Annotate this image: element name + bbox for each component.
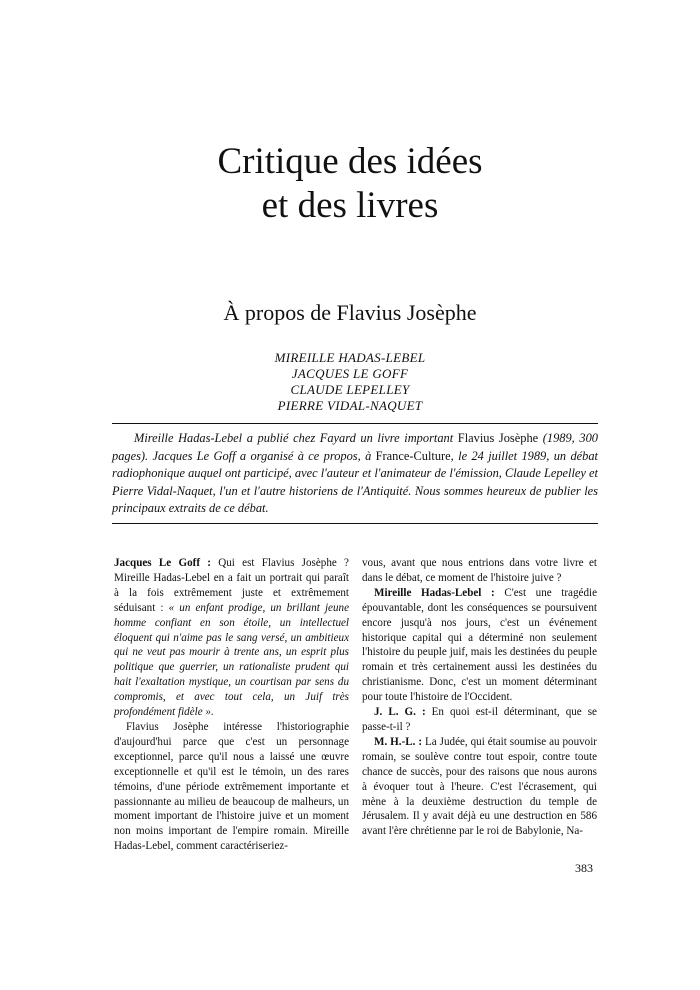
paragraph-text: Flavius Josèphe intéresse l'historiographie d'aujourd'hui parce que c'est un personnage exceptionnel, parce qu'il nous a laissé une œuvre exceptionnelle et qu'il est le témoin, un des rares témoins, d'une période extrêmement importante et passionnante au milieu de beaucoup de malheurs, un moment important de l'histoire juive et un moment non moins important de l'empire romain. Mireille Hadas-Lebel, comment caractériseriez- <box>114 720 349 853</box>
paragraph <box>362 586 597 705</box>
paragraph-text: vous, avant que nous entrions dans votre livre et dans le débat, ce moment de l'histoire juive ? <box>362 557 597 584</box>
section-title-line-1: Critique des idées <box>217 141 483 182</box>
section-title-line-2: et des livres <box>261 185 439 226</box>
right-column <box>362 556 597 839</box>
left-column <box>114 556 349 854</box>
abstract-text: , le 24 juillet 1989, un débat radiophonique auquel ont participé, avec l'auteur et l'animateur de l'émission, Claude Lepelley et Pierre Vidal-Naquet, l'un et l'autre historiens de l'Antiquité. Nous sommes heureux de publier les principaux extraits de ce débat. <box>112 448 598 515</box>
paragraph-text: C'est une tragédie épouvantable, dont les conséquences se poursuivent encore jusqu'à nos jours, c'est un événement historique capital qui a déterminé non seulement l'histoire du peuple juif, mais les destinées du peuple romain et très certainement aussi les destinées du christianisme. Donc, c'est un moment déterminant pour toute l'histoire de l'Occident. <box>362 586 597 704</box>
book-title: Flavius Josèphe <box>457 431 539 445</box>
abstract-paragraph <box>112 430 598 518</box>
paragraph-text: Qui est Flavius Josèphe ? Mireille Hadas-Lebel en a fait un portrait qui paraît à la fois extrêmement juste et extrêmement séduisant : <box>114 557 349 614</box>
paragraph-text: En quoi est-il déterminant, que se passe-t-il ? <box>362 706 597 733</box>
speaker-name: J. L. G. : <box>374 706 426 719</box>
paragraph <box>362 705 597 735</box>
paragraph <box>362 735 597 839</box>
speaker-name: M. H.-L. : <box>374 735 423 748</box>
paragraph <box>362 556 597 586</box>
abstract-text: (1989, 300 pages). Jacques Le Goff a organisé à ce propos, à <box>112 431 598 463</box>
abstract-text: Mireille Hadas-Lebel a publié chez Fayard un livre important <box>134 431 458 445</box>
speaker-name: Mireille Hadas-Lebel : <box>374 586 495 599</box>
quotation: « un enfant prodige, un brillant jeune homme confiant en son étoile, un intellectuel éloquent qui n'aime pas le sang versé, un ambitieux qui ne veut pas mourir à trente ans, un esprit plus politique que guerrier, un rationaliste prudent qui hait l'exaltation mystique, un courtisan par sens du compromis, et avec tout cela, un Juif très profondément fidèle ». <box>114 601 349 719</box>
abstract-top-rule <box>112 423 598 424</box>
paragraph <box>114 720 349 854</box>
author-name: CLAUDE LEPELLEY <box>290 382 410 397</box>
author-name: PIERRE VIDAL-NAQUET <box>277 398 423 413</box>
section-title <box>0 140 700 228</box>
article-title: À propos de Flavius Josèphe <box>223 300 477 325</box>
station-name: France-Culture <box>375 448 451 463</box>
abstract-bottom-rule <box>112 523 598 524</box>
paragraph-text: La Judée, qui était soumise au pouvoir romain, se soulève contre tout espoir, contre toute chance de succès, pour des raisons que nous aurons à évoquer tout à l'heure. C'est l'écrasement, qui mène à la deuxième destruction du temple de Jérusalem. Il y avait déjà eu une destruction en 586 avant l'ère chrétienne par le roi de Babylonie, Na- <box>362 735 597 838</box>
page-number: 383 <box>575 861 593 875</box>
author-name: JACQUES LE GOFF <box>291 366 409 381</box>
abstract <box>112 430 598 518</box>
author-list <box>0 350 700 414</box>
author-name: MIREILLE HADAS-LEBEL <box>274 350 426 365</box>
paragraph <box>114 556 349 720</box>
speaker-name: Jacques Le Goff : <box>114 557 211 569</box>
